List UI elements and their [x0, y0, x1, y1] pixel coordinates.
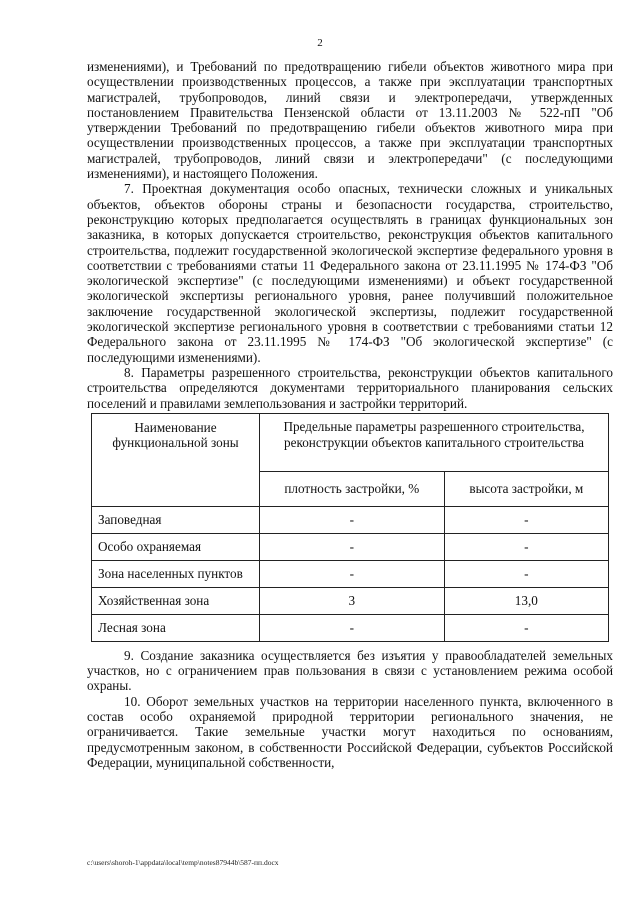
density-cell: -: [260, 614, 445, 641]
footer-file-path: c:\users\shoroh-1\appdata\local\temp\notes87944b\587-пп.docx: [87, 858, 279, 867]
table-row: [92, 533, 609, 560]
zone-name-cell: Особо охраняемая: [92, 533, 260, 560]
density-cell: -: [260, 506, 445, 533]
table-row: [92, 587, 609, 614]
paragraph: изменениями), и Требований по предотвращению гибели объектов животного мира при осуществлении производственных процессов, а также при эксплуатации транспортных магистралей, трубопроводов, линий связи и электропередачи, утвержденных постановлением Правительства Пензенской области от 13.11.2003 № 522-пП "Об утверждении Требований по предотвращению гибели объектов животного мира при осуществлении производственных процессов, а также при эксплуатации транспортных магистралей, трубопроводов, линий связи и электропередачи" (с последующими изменениями), и настоящего Положения.: [87, 59, 613, 182]
density-cell: -: [260, 533, 445, 560]
paragraph-8: 8. Параметры разрешенного строительства, реконструкции объектов капитального строительства определяются документами территориального планирования сельских поселений и правилами землепользования и застройки территорий.: [87, 364, 613, 411]
height-cell: 13,0: [444, 587, 608, 614]
document-body: [87, 59, 613, 770]
table-row: [92, 560, 609, 587]
paragraph-10: 10. Оборот земельных участков на территории населенного пункта, включенного в состав особо охраняемой природной территории регионального значения, не ограничивается. Такие земельные участки могут находиться по основаниям, предусмотренным законом, в собственности Российской Федерации, субъектов Российской Федерации, муниципальной собственности,: [87, 693, 613, 770]
paragraph-9: 9. Создание заказника осуществляется без изъятия у правообладателей земельных участков, но с ограничением прав пользования в связи с установлением режима особой охраны.: [87, 647, 613, 694]
parameters-header: Предельные параметры разрешенного строительства, реконструкции объектов капитального строительства: [260, 413, 609, 471]
density-header: плотность застройки, %: [260, 471, 445, 506]
zone-name-header: Наименование функциональной зоны: [92, 413, 260, 506]
table-row: [92, 614, 609, 641]
density-cell: 3: [260, 587, 445, 614]
zone-name-cell: Хозяйственная зона: [92, 587, 260, 614]
zone-name-cell: Заповедная: [92, 506, 260, 533]
density-cell: -: [260, 560, 445, 587]
table-row: [92, 506, 609, 533]
height-cell: -: [444, 533, 608, 560]
zone-parameters-table: [91, 413, 609, 642]
page-number: 2: [317, 37, 323, 49]
height-header: высота застройки, м: [444, 471, 608, 506]
height-cell: -: [444, 614, 608, 641]
zone-name-cell: Зона населенных пунктов: [92, 560, 260, 587]
height-cell: -: [444, 560, 608, 587]
zone-name-cell: Лесная зона: [92, 614, 260, 641]
paragraph-7: 7. Проектная документация особо опасных, технически сложных и уникальных объектов, объектов обороны страны и безопасности государства, строительство, реконструкцию которых предполагается осуществлять в границах функциональных зон заказника, в которых допускается строительство, реконструкция объектов капитального строительства, подлежит государственной экологической экспертизе федерального уровня в соответствии с требованиями статьи 11 Федерального закона от 23.11.1995 № 174-ФЗ "Об экологической экспертизе" (с последующими изменениями) и объект государственной экологической экспертизы регионального уровня, ранее получивший положительное заключение государственной экологической экспертизы, подлежит государственной экологической экспертизе регионального уровня в соответствии с требованиями статьи 12 Федерального закона от 23.11.1995 № 174-ФЗ "Об экологической экспертизе" (с последующими изменениями).: [87, 181, 613, 365]
height-cell: -: [444, 506, 608, 533]
